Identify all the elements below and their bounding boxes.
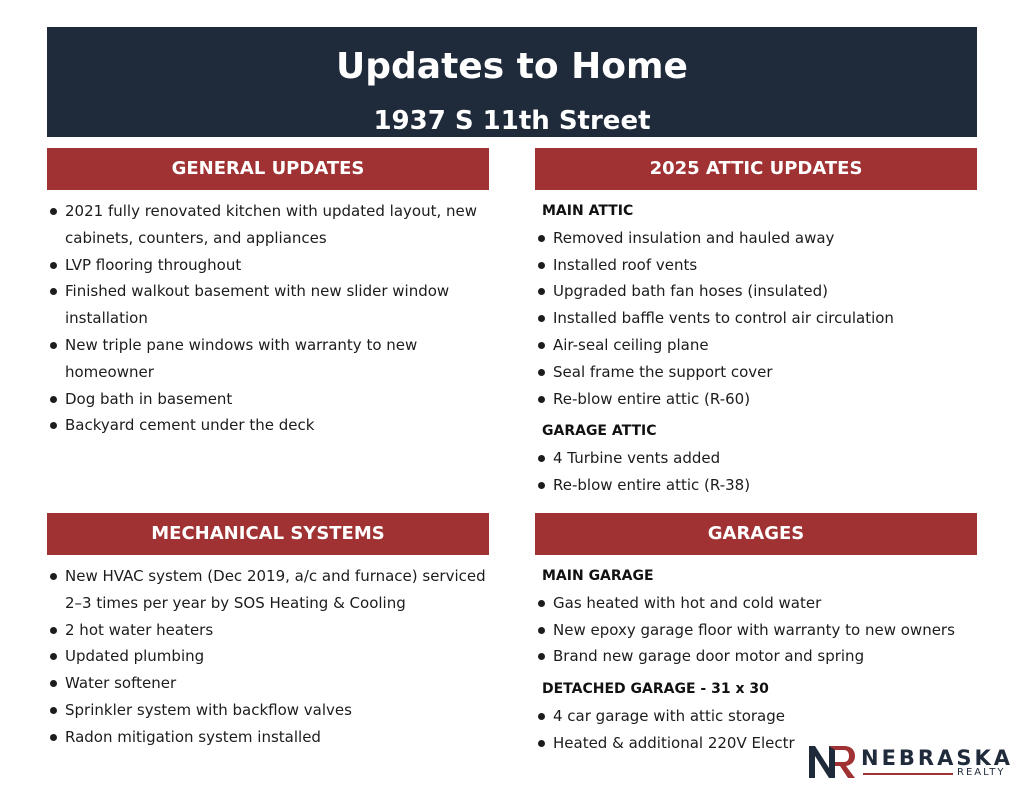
page-title: Updates to Home	[336, 46, 688, 87]
garage-attic-list	[535, 445, 977, 499]
section-heading: GARAGES	[535, 513, 977, 555]
list-item: Backyard cement under the deck	[47, 412, 489, 439]
list-item: 2 hot water heaters	[47, 617, 489, 644]
general-updates-section	[47, 148, 489, 439]
main-garage-heading: MAIN GARAGE	[542, 568, 654, 584]
list-item: Re-blow entire attic (R-38)	[535, 472, 977, 499]
nebraska-realty-logo	[806, 742, 1016, 782]
list-item: Re-blow entire attic (R-60)	[535, 386, 977, 413]
garage-attic-heading: GARAGE ATTIC	[542, 423, 657, 440]
main-garage-list	[535, 590, 977, 670]
list-item: 4 car garage with attic storage	[535, 703, 977, 730]
list-item: Finished walkout basement with new slider window installation	[47, 278, 489, 332]
list-item: Radon mitigation system installed	[47, 724, 489, 751]
list-item: Air-seal ceiling plane	[535, 332, 977, 359]
list-item: Seal frame the support cover	[535, 359, 977, 386]
section-heading: GENERAL UPDATES	[47, 148, 489, 190]
main-attic-heading: MAIN ATTIC	[542, 203, 634, 219]
logo-divider	[863, 773, 953, 775]
list-item: Brand new garage door motor and spring	[535, 643, 977, 670]
logo-brand-name: NEBRASKA	[861, 746, 1013, 770]
general-updates-list	[47, 198, 489, 439]
list-item: 2021 fully renovated kitchen with updated layout, new cabinets, counters, and appliances	[47, 198, 489, 252]
section-heading: 2025 ATTIC UPDATES	[535, 148, 977, 190]
list-item: Installed roof vents	[535, 252, 977, 279]
list-item: New triple pane windows with warranty to new homeowner	[47, 332, 489, 386]
list-item: New epoxy garage floor with warranty to new owners	[535, 617, 977, 644]
list-item: Sprinkler system with backflow valves	[47, 697, 489, 724]
logo-tagline: REALTY	[957, 767, 1006, 778]
page-subtitle: 1937 S 11th Street	[373, 106, 651, 136]
list-item: Installed baffle vents to control air circulation	[535, 305, 977, 332]
list-item: Heated & additional 220V Electr	[535, 730, 977, 757]
list-item: Updated plumbing	[47, 643, 489, 670]
list-item: Removed insulation and hauled away	[535, 225, 977, 252]
garages-section	[535, 513, 977, 757]
attic-updates-section	[535, 148, 977, 499]
mechanical-systems-list	[47, 563, 489, 751]
list-item: Upgraded bath fan hoses (insulated)	[535, 278, 977, 305]
mechanical-systems-section	[47, 513, 489, 751]
section-heading: MECHANICAL SYSTEMS	[47, 513, 489, 555]
list-item: Water softener	[47, 670, 489, 697]
list-item: Gas heated with hot and cold water	[535, 590, 977, 617]
list-item: Dog bath in basement	[47, 386, 489, 413]
list-item: LVP flooring throughout	[47, 252, 489, 279]
page-header	[47, 27, 977, 137]
list-item: 4 Turbine vents added	[535, 445, 977, 472]
detached-garage-heading: DETACHED GARAGE - 31 x 30	[542, 681, 769, 698]
list-item: New HVAC system (Dec 2019, a/c and furnace) serviced 2–3 times per year by SOS Heating & Cooling	[47, 563, 489, 617]
main-attic-list	[535, 225, 977, 413]
nr-monogram-icon	[806, 742, 858, 782]
